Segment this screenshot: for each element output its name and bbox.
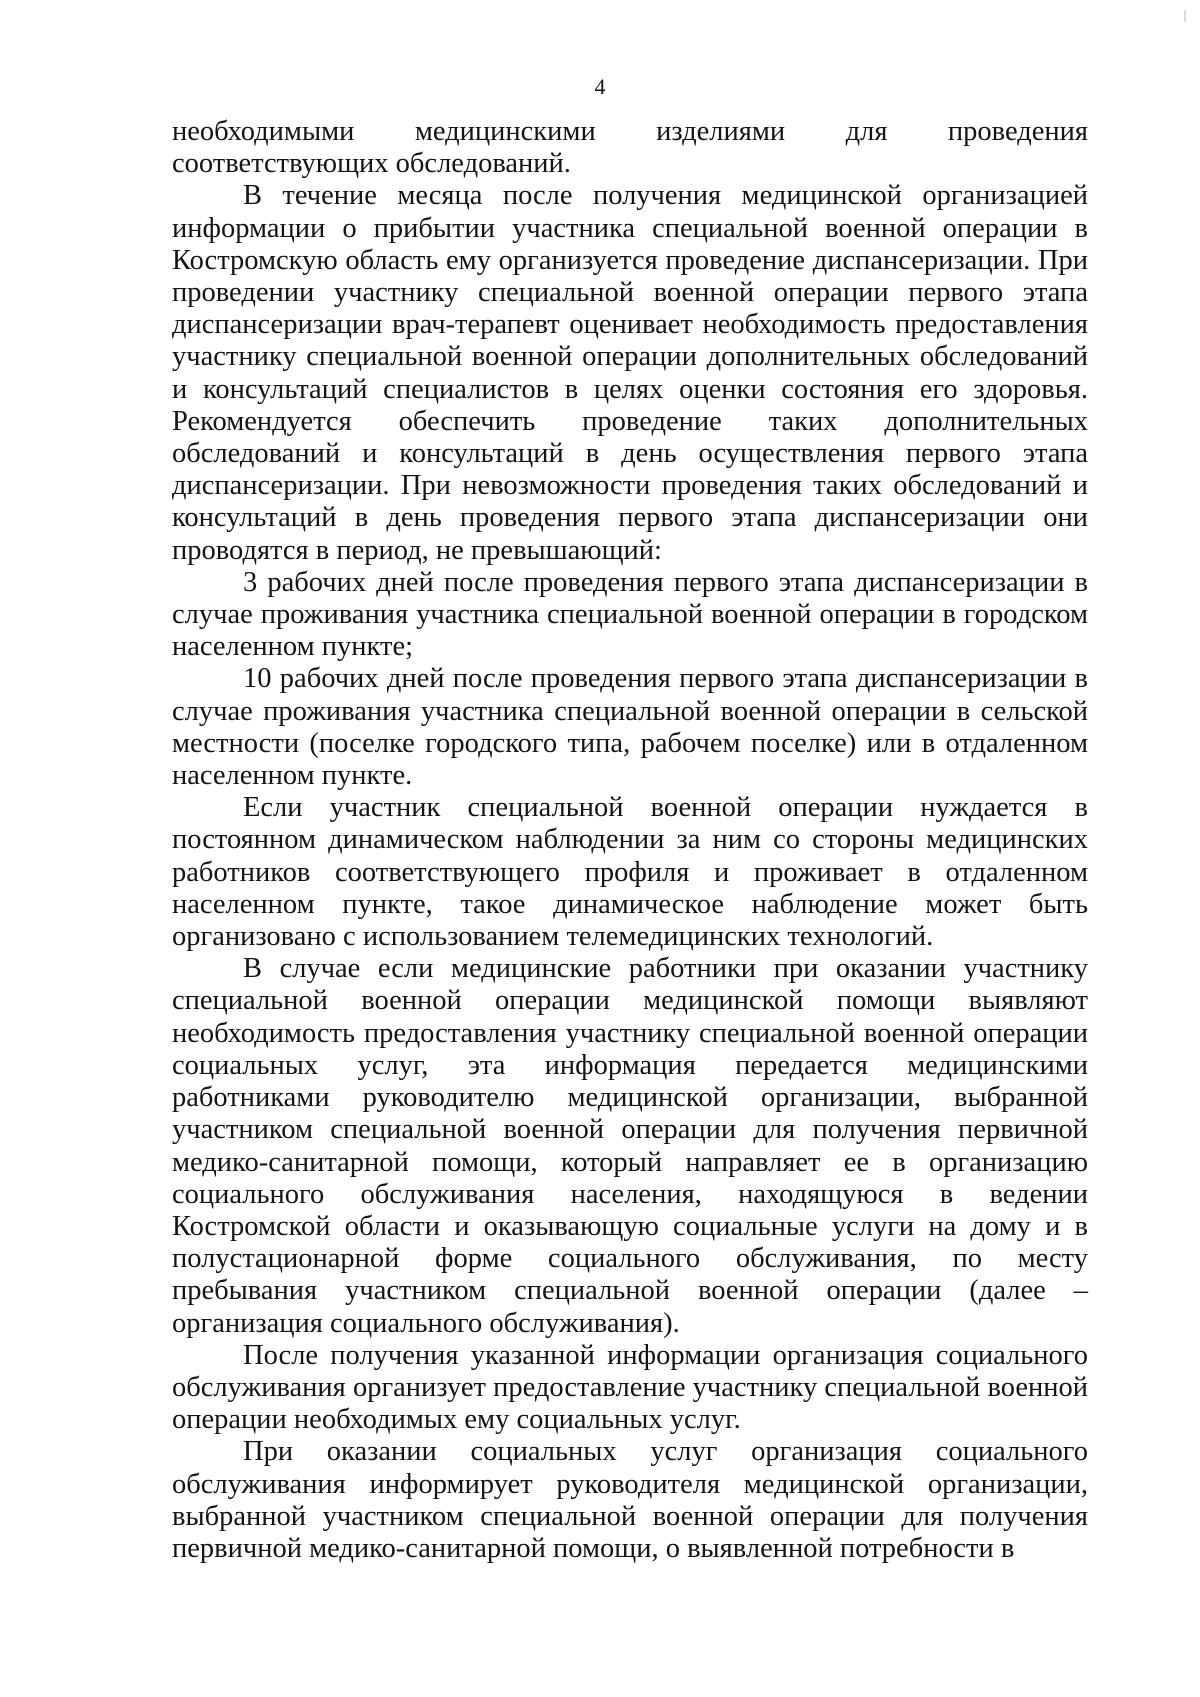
document-body <box>172 116 1088 1565</box>
page-number: 4 <box>594 74 606 99</box>
scan-artifact <box>1184 10 1186 22</box>
paragraph-dispensarization: В течение месяца после получения медицинской организацией информации о прибытии участника специальной военной операции в Костромскую область ему организуется проведение диспансеризации. При проведении участнику специальной военной операции первого этапа диспансеризации врач-терапевт оценивает необходимость предоставления участнику специальной военной операции дополнительных обследований и консультаций специалистов в целях оценки состояния его здоровья. Рекомендуется обеспечить проведение таких дополнительных обследований и консультаций в день осуществления первого этапа диспансеризации. При невозможности проведения таких обследований и консультаций в день проведения первого этапа диспансеризации они проводятся в период, не превышающий: <box>172 180 1088 566</box>
paragraph-social-services-provision: После получения указанной информации организация социального обслуживания организует предоставление участнику специальной военной операции необходимых ему социальных услуг. <box>172 1339 1088 1436</box>
paragraph-rural-term: 10 рабочих дней после проведения первого этапа диспансеризации в случае проживания участника специальной военной операции в сельской местности (поселке городского типа, рабочем поселке) или в отдаленном населенном пункте. <box>172 663 1088 792</box>
paragraph-continuation: необходимыми медицинскими изделиями для проведения соответствующих обследований. <box>172 116 1088 180</box>
paragraph-social-services-informing: При оказании социальных услуг организация социального обслуживания информирует руководителя медицинской организации, выбранной участником специальной военной операции для получения первичной медико-санитарной помощи, о выявленной потребности в <box>172 1436 1088 1564</box>
paragraph-urban-term: 3 рабочих дней после проведения первого этапа диспансеризации в случае проживания участника специальной военной операции в городском населенном пункте; <box>172 566 1088 663</box>
paragraph-social-services-referral: В случае если медицинские работники при оказании участнику специальной военной операции медицинской помощи выявляют необходимость предоставления участнику специальной военной операции социальных услуг, эта информация передается медицинскими работниками руководителю медицинской организации, выбранной участником специальной военной операции для получения первичной медико-санитарной помощи, который направляет ее в организацию социального обслуживания населения, находящуюся в ведении Костромской области и оказывающую социальные услуги на дому и в полустационарной форме социального обслуживания, по месту пребывания участником специальной военной операции (далее – организация социального обслуживания). <box>172 953 1088 1339</box>
paragraph-telemedicine: Если участник специальной военной операции нуждается в постоянном динамическом наблюдении за ним со стороны медицинских работников соответствующего профиля и проживает в отдаленном населенном пункте, такое динамическое наблюдение может быть организовано с использованием телемедицинских технологий. <box>172 792 1088 953</box>
